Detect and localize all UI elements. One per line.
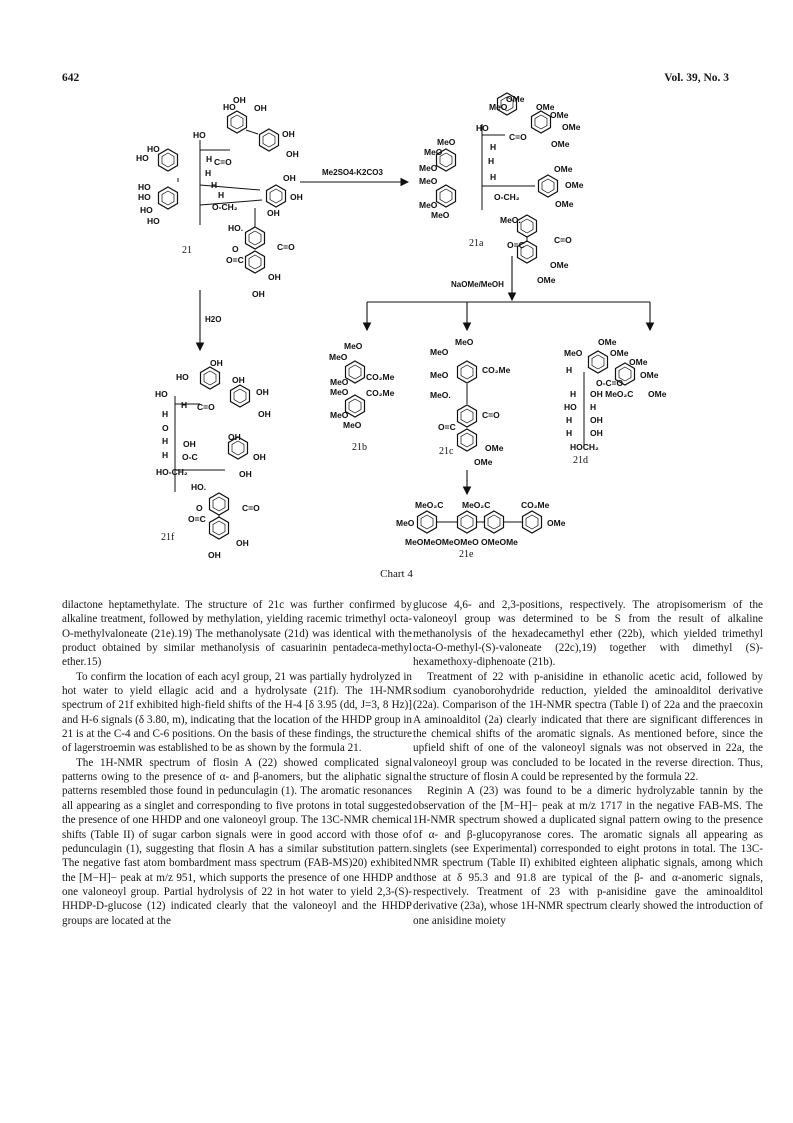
svg-text:OH: OH xyxy=(254,103,267,113)
svg-text:OMe: OMe xyxy=(550,110,569,120)
svg-text:H: H xyxy=(570,389,577,399)
svg-text:OMe: OMe xyxy=(629,357,648,367)
svg-text:OH: OH xyxy=(258,409,271,419)
svg-text:HO: HO xyxy=(140,205,153,215)
chart-caption: Chart 4 xyxy=(380,568,413,580)
svg-text:MeO: MeO xyxy=(419,163,438,173)
svg-text:OMe: OMe xyxy=(554,164,573,174)
label-21f: 21f xyxy=(161,532,175,543)
structure-21e xyxy=(418,511,542,533)
svg-text:OH: OH xyxy=(256,387,269,397)
right-paragraph-1: glucose 4,6- and 2,3-positions, respectively. The atropisomerism of the valoneoyl group was determined to be S from the result of alkaline methanolysis of the hexadecamethyl ether (22b), which yielded trimethyl octa-O-methyl-(S)-valoneate (22c),19) together with dimethyl (S)-hexamethoxy-diphenoate (21b). xyxy=(413,599,763,669)
svg-text:MeO: MeO xyxy=(330,387,349,397)
svg-text:O-C=O: O-C=O xyxy=(596,378,624,388)
right-paragraph-2: Treatment of 22 with p-anisidine in ethanolic acetic acid, followed by sodium cyanoborohydride reduction, yielded the aminoalditol derivative (22a). Comparison of the 1H-NMR spectra (Table I) of 22a and the praecoxin A aminoalditol (2a) clearly indicated that there are significant differences in the chemical shifts of the aromatic signals. As mentioned before, since the upfield shift of one of the valoneoyl signals was not observed in 22a, the valoneoyl group was concluded to be located in the reverse direction. Thus, the structure of flosin A could be represented by the formula 22. xyxy=(413,670,763,784)
svg-text:H: H xyxy=(490,142,497,152)
reagent-methylation: Me2SO4-K2CO3 xyxy=(322,168,383,177)
journal-volume: Vol. 39, No. 3 xyxy=(664,72,729,84)
svg-text:O=C: O=C xyxy=(226,255,244,265)
svg-text:MeO: MeO xyxy=(330,377,349,387)
svg-text:H: H xyxy=(206,154,213,164)
svg-text:CO₂Me: CO₂Me xyxy=(482,365,511,375)
svg-text:C=O: C=O xyxy=(197,402,215,412)
svg-text:CO₂Me: CO₂Me xyxy=(366,388,395,398)
svg-text:OH: OH xyxy=(268,272,281,282)
right-column xyxy=(413,598,763,928)
svg-text:OMe: OMe xyxy=(506,94,525,104)
svg-text:MeO₂C: MeO₂C xyxy=(415,500,444,510)
svg-text:HO.: HO. xyxy=(191,482,207,492)
svg-text:OH: OH xyxy=(290,192,303,202)
svg-text:H: H xyxy=(488,156,495,166)
svg-text:H: H xyxy=(205,168,212,178)
svg-text:OH: OH xyxy=(239,469,252,479)
svg-text:H: H xyxy=(590,402,597,412)
svg-text:MeO: MeO xyxy=(344,341,363,351)
svg-text:MeO: MeO xyxy=(424,147,443,157)
svg-text:HO: HO xyxy=(193,130,206,140)
svg-text:CO₂Me: CO₂Me xyxy=(521,500,550,510)
svg-text:MeO: MeO xyxy=(343,420,362,430)
svg-text:HO: HO xyxy=(147,216,160,226)
label-21e: 21e xyxy=(459,549,474,560)
svg-text:H: H xyxy=(218,190,225,200)
left-paragraph-3: The 1H-NMR spectrum of flosin A (22) showed complicated signal patterns owing to the presence of α- and β-anomers, but the aliphatic signal patterns resembled those found in pedunculagin (1). The aromatic resonances all appearing as a singlet and corresponding to five protons in total suggested the presence of one HHDP and one valoneoyl group. The 13C-NMR chemical shifts (Table II) of sugar carbon signals were in good accord with those of pedunculagin (1), suggesting that flosin A has a similar substitution pattern. The negative fast atom bombardment mass spectrum (FAB-MS)20) exhibited the [M−H]− peak at m/z 951, which supports the presence of one HHDP and one valoneoyl group. Partial hydrolysis of 22 in hot water to yield 2,3-(S)-HHDP-D-glucose (12) indicated clearly that the valoneoyl and the HHDP groups are located at the xyxy=(62,756,412,927)
svg-text:OH: OH xyxy=(590,428,603,438)
svg-text:OH: OH xyxy=(228,432,241,442)
svg-text:O: O xyxy=(162,423,169,433)
svg-text:OH: OH xyxy=(283,173,296,183)
svg-text:OH: OH xyxy=(236,538,249,548)
svg-text:OH: OH xyxy=(253,452,266,462)
svg-text:OMe: OMe xyxy=(474,457,493,467)
label-21b: 21b xyxy=(352,442,367,453)
svg-text:MeO: MeO xyxy=(430,347,449,357)
svg-text:OMe: OMe xyxy=(648,389,667,399)
svg-text:H: H xyxy=(566,415,573,425)
svg-text:C=O: C=O xyxy=(482,410,500,420)
svg-text:OMe: OMe xyxy=(610,348,629,358)
svg-text:MeO.: MeO. xyxy=(430,390,451,400)
svg-text:MeO: MeO xyxy=(329,352,348,362)
svg-text:OMe: OMe xyxy=(547,518,566,528)
structure-21a xyxy=(437,93,558,263)
svg-text:H: H xyxy=(162,436,169,446)
right-paragraph-3: Reginin A (23) was found to be a dimeric hydrolyzable tannin by the observation of the [M−H]− peak at m/z 1717 in the negative FAB-MS. The 1H-NMR spectrum showed a duplicated signal pattern owing to the presence of α- and β-glucopyranose cores. The aromatic signals all appearing as singlets (see Experimental) corresponded to eight protons in total. The 13C-NMR spectrum (Table II) exhibited eighteen aliphatic signals, among which those at δ 95.3 and 91.8 are typical of the β- and α-anomeric signals, respectively. Treatment of 23 with p-anisidine gave the aminoalditol derivative (23a), whose 1H-NMR spectrum clearly showed the introduction of one anisidine moiety xyxy=(413,785,763,927)
svg-text:H: H xyxy=(181,400,188,410)
svg-text:OMe: OMe xyxy=(555,199,574,209)
svg-text:HO.: HO. xyxy=(228,223,244,233)
reagent-hydrolysis: H2O xyxy=(205,315,222,324)
svg-text:MeO: MeO xyxy=(431,210,450,220)
svg-text:OH: OH xyxy=(590,415,603,425)
page-number: 642 xyxy=(62,72,80,84)
svg-text:MeO: MeO xyxy=(430,370,449,380)
svg-text:OMe: OMe xyxy=(562,122,581,132)
left-paragraph-1: dilactone heptamethylate. The structure of 21c was further confirmed by alkaline treatment, followed by methylation, yielding racemic trimethyl octa-O-methylvaloneate (21e).19) The methanolysate (21d) was identical with the product obtained by similar methanolysis of casuarinin pentadeca-methyl ether.15) xyxy=(62,599,412,669)
label-21a: 21a xyxy=(469,238,484,249)
svg-text:O-CH₂: O-CH₂ xyxy=(212,202,238,212)
svg-text:MeO: MeO xyxy=(564,348,583,358)
svg-text:OMe: OMe xyxy=(565,180,584,190)
svg-text:O=C: O=C xyxy=(438,422,456,432)
reaction-scheme xyxy=(0,90,793,570)
svg-text:OH: OH xyxy=(267,208,280,218)
svg-text:O: O xyxy=(232,244,239,254)
svg-text:OH: OH xyxy=(210,358,223,368)
svg-text:H: H xyxy=(162,409,169,419)
svg-text:OH: OH xyxy=(208,550,221,560)
svg-text:OH MeO₂C: OH MeO₂C xyxy=(590,389,634,399)
svg-text:HO: HO xyxy=(476,123,489,133)
svg-text:H: H xyxy=(490,172,497,182)
svg-text:O=C: O=C xyxy=(188,514,206,524)
svg-text:HO: HO xyxy=(223,102,236,112)
svg-text:HO: HO xyxy=(147,144,160,154)
svg-text:O=C: O=C xyxy=(507,240,525,250)
svg-text:H: H xyxy=(566,428,573,438)
svg-text:OMe: OMe xyxy=(536,102,555,112)
svg-text:O: O xyxy=(196,503,203,513)
svg-text:MeO.: MeO. xyxy=(500,215,521,225)
reagent-methanolysis: NaOMe/MeOH xyxy=(451,280,504,289)
svg-text:OMe: OMe xyxy=(485,443,504,453)
svg-text:MeO: MeO xyxy=(396,518,415,528)
svg-text:OMe: OMe xyxy=(640,370,659,380)
label-21c: 21c xyxy=(439,446,454,457)
svg-text:CO₂Me: CO₂Me xyxy=(366,372,395,382)
svg-text:MeO: MeO xyxy=(455,337,474,347)
svg-text:OH: OH xyxy=(282,129,295,139)
svg-text:OH: OH xyxy=(252,289,265,299)
svg-text:O-CH₂: O-CH₂ xyxy=(494,192,520,202)
svg-text:OMe: OMe xyxy=(537,275,556,285)
svg-text:H: H xyxy=(211,180,218,190)
left-paragraph-2: To confirm the location of each acyl group, 21 was partially hydrolyzed in hot water to yield ellagic acid and a hydrolysate (21f). The 1H-NMR spectrum of 21f exhibited high-field shifts of the H-4 [δ 3.95 (dd, J=3, 8 Hz)] and H-6 signals (δ 3.80, m), indicating that the location of the HHDP group in 21 is at the C-4 and C-6 positions. On the basis of these findings, the structure of lagerstroemin was established to be as shown by the formula 21. xyxy=(62,670,412,755)
svg-text:OMe: OMe xyxy=(598,337,617,347)
svg-text:HO: HO xyxy=(138,182,151,192)
svg-text:C=O: C=O xyxy=(277,242,295,252)
svg-text:HO: HO xyxy=(138,192,151,202)
svg-text:C=O: C=O xyxy=(242,503,260,513)
svg-text:C=O: C=O xyxy=(214,157,232,167)
svg-text:OH: OH xyxy=(286,149,299,159)
svg-text:MeO₂C: MeO₂C xyxy=(462,500,491,510)
svg-text:HO: HO xyxy=(176,372,189,382)
svg-text:O-C: O-C xyxy=(182,452,198,462)
svg-text:OH: OH xyxy=(232,375,245,385)
svg-text:MeOMeOMeOMeO OMeOMe: MeOMeOMeOMeO OMeOMe xyxy=(405,537,518,547)
structure-21c xyxy=(458,361,477,451)
svg-text:C=O: C=O xyxy=(554,235,572,245)
svg-text:H: H xyxy=(566,365,573,375)
svg-text:OH: OH xyxy=(233,95,246,105)
svg-text:HOCH₂: HOCH₂ xyxy=(570,442,599,452)
left-column xyxy=(62,598,412,928)
svg-text:MeO: MeO xyxy=(419,176,438,186)
svg-text:MeO: MeO xyxy=(330,410,349,420)
label-21: 21 xyxy=(182,245,192,256)
svg-text:HO: HO xyxy=(564,402,577,412)
svg-text:OH: OH xyxy=(183,439,196,449)
svg-text:OMe: OMe xyxy=(550,260,569,270)
svg-text:MeO: MeO xyxy=(437,137,456,147)
svg-text:HO: HO xyxy=(155,389,168,399)
svg-text:HO-CH₂: HO-CH₂ xyxy=(156,467,188,477)
label-21d: 21d xyxy=(573,455,588,466)
svg-text:H: H xyxy=(162,450,169,460)
svg-text:HO: HO xyxy=(136,153,149,163)
svg-text:C=O: C=O xyxy=(509,132,527,142)
svg-text:MeO: MeO xyxy=(489,102,508,112)
svg-text:OMe: OMe xyxy=(551,139,570,149)
svg-text:MeO: MeO xyxy=(419,200,438,210)
